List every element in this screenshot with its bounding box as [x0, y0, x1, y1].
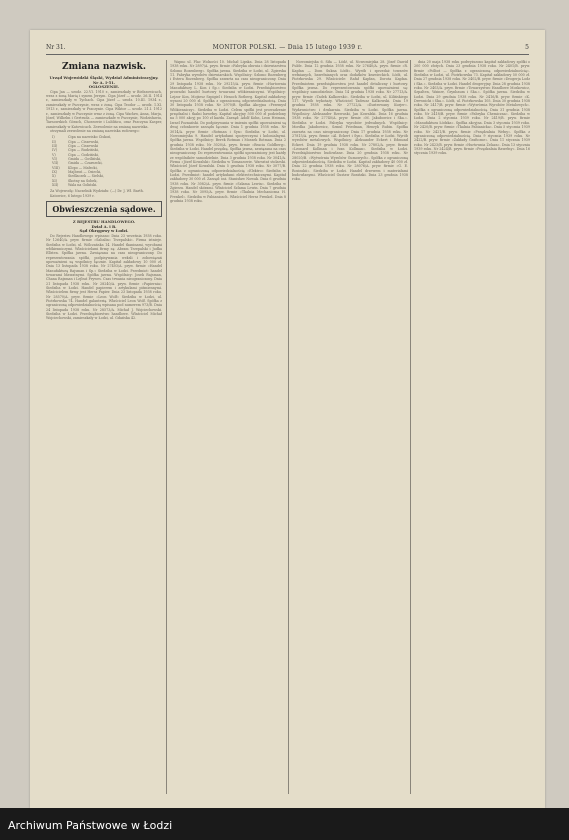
court-notices-box: [46, 201, 162, 217]
column-3: [292, 60, 408, 796]
list-item: Wala na Goliński.: [68, 183, 98, 187]
column-4: [414, 60, 530, 796]
column-divider: [166, 60, 167, 794]
name-change-list: [52, 135, 162, 187]
column-divider: [410, 60, 411, 794]
column-2: [170, 60, 286, 796]
office-name: Urząd Wojewódzki Śląski, Wydział Administracyjny.: [49, 75, 159, 80]
list-item-number: I): [52, 135, 55, 140]
list-item: Gmida — Gośliński,: [68, 156, 102, 161]
court-notices-title: Obwieszczenia sądowe.: [52, 204, 156, 215]
list-item: Skotny na Sobek,: [68, 178, 98, 183]
list-item: Klopo — Małecki,: [68, 165, 98, 170]
list-item: Cipa — Ciszewski: [68, 143, 98, 148]
list-item: Cipa — Godziński,: [68, 152, 99, 157]
list-item-number: VIII): [52, 165, 60, 170]
notice-text-2: otrzymali zezwolenie na zmianę nazwiska rodowego:: [50, 128, 140, 133]
signature: Za Wojewodę: Naczelnik Wydziału: (—) Dr. J. Wł. Barth.: [50, 189, 144, 194]
list-item-number: V): [52, 152, 56, 157]
section-title: Zmiana nazwisk.: [62, 62, 146, 72]
issue-number: Nr 31.: [46, 43, 66, 51]
header-title: MONITOR POLSKI. — Dnia 15 lutego 1939 r.: [212, 43, 363, 51]
registry-entries: Nowomiejska 6. Siła — Łódź, ul. Nowomiejska 28. Józef Dawid Fulde. Dnia 12 grudnia 1938 roku. Nr 27640/A. pryw. firmie »R. Kapłan — Dom Sukna Łódź«. Wyrób i sprzedaż towarów wełnianych, bawełnianych oraz dodatków krawieckich. Łódź, ul. Piotrkowska 29. Właściciele: Rafał Kapłan, Dorota Kapłan. Przedmiotem przedsiębiorstwa jest handel detaliczny i hurtowy. Spółka jawna. Do reprezentowania spółki upoważnieni są: wspólnicy samodzielnie. Dnia 14 grudnia 1938 roku. Nr 27713/A. pryw. firmie »Tadek Kalkowski«. Siedziba w Łodzi, ul. Kilińskiego 117. Wyrób trykotaży. Właściciel Tadeusz Kalkowski. Dnia 19 grudnia 1938 roku. Nr 27722/A. »Ilustrowany Kurjer«. Wydawnictwo i drukarnia. Siedziba w Łodzi. Spółka jawna. Wspólnicy: Aleksander Rzewuski, Jan Kowalski. Dnia 16 grudnia 1938 roku. Nr 27740/A. pryw. firmie »M. Jakubowicz i Ska.«. Siedziba w Łodzi. Fabryka wyrobów jedwabnych. Wspólnicy: Mordka Jakubowicz, Szmul Friedman, Henryk Rubin. Spółka zawarta na czas nieograniczony. Dnia 17 grudnia 1938 roku. Nr 27815/A. pryw. firmie »Al. Eckert i Syn«. Siedziba w Łodzi. Wyrób wyrobów metalowych. Wspólnicy: Aleksander Eckert i Edmund Eckert. Dnia 19 grudnia 1938 roku. Nr 27802/A. pryw. firmie »Leonard Kollman i Ivan Kollman«. Siedziba w Łodzi. Przedsiębiorstwo budowlane. Dnia 20 grudnia 1938 roku. Nr 28020/B. »Wytwórnia Wyrobów Gumowych«. Spółka z ograniczoną odpowiedzialnością. Siedziba w Łodzi. Kapitał zakładowy 40 000 zł. Dnia 22 grudnia 1938 roku. Nr 28076/A. pryw. firmie »G. E. Rosinskii«. Siedziba w Łodzi. Handel drzewem i materiałami budowlanymi. Właściciel Gustaw Rosiński. Dnia 23 grudnia 1938 roku.: [292, 60, 408, 182]
list-item-number: XII): [52, 183, 59, 187]
list-item-number: X): [52, 174, 56, 179]
court-name: Sąd Okręgowy w Łodzi.: [79, 228, 129, 234]
office-ref: Nr A. I-51.: [92, 79, 116, 85]
list-item-number: IX): [52, 169, 58, 174]
signature-date: Katowice, 6 lutego 1939 r.: [50, 193, 95, 198]
notice-text: Cipa Jan — urodz. 22.VI. 1910 r., zamieszkały w Bielszowicach, wraz z żoną Marią i synem Jerzym. Cipa Józef — urodz. 26.II. 1914 r., zamieszkały w Tychach. Cipa Józef — urodz. 10.III. 1934 r., zamieszkały w Pszczynie, wraz z żoną. Cipa Teodor — urodz. 1.XI. 1913 r., zamieszkały w Pszczynie. Cipa Wiktor — urodz. 21.I. 1912 r., zamieszkały w Pszczynie wraz z żoną. Cipa Wacław, Anna, Marja, Józef, Wilhelm i Gertruda — zamieszkałe w Pszczynie, Wodzisławiu, Tarnowskich Górach, Chorzowie i Lublińcu, oraz Pszczyna Kasper, zamieszkały w Katowicach. Zezwolenie na zmianę nazwiska.: [46, 89, 162, 129]
registry-heading: Z REJESTRU HANDLOWEGO.: [72, 219, 136, 225]
list-item: Majbroń — Osiecki,: [68, 169, 102, 174]
newspaper-page: [30, 30, 545, 808]
registry-entries: dnia 20 maja 1938 roku podwyższono kapitał zakładowy spółki o 200 000 złotych. Dnia 23 grudnia 1938 roku. Nr 2401/B. pryw. firmie »Polbot — Spółka z ograniczoną odpowiedzialnością«. Siedziba w Łodzi, ul. Piotrkowska 73. Kapitał zakładowy 50 000 zł. Dnia 27 grudnia 1938 roku. Nr 2402/B. pryw. firmie »Drogerja Lodz i Ska.«. Siedziba w Łodzi. Handel drogeryjny. Dnia 28 grudnia 1938 roku. Nr 2403/A. pryw. firmie »Towarzystwo Handlowe Moskowicz, Szpalten, Wainer, Grynbaum i Ska.«. Spółka jawna. Siedziba w Łodzi. Dnia 29 grudnia 1938 roku. Nr 2416/B. pryw. firmie »K. Drewnicki i Ska.«. Łódź, ul. Piotrkowska 105. Dnia 30 grudnia 1938 roku. Nr 2417/B. pryw. firmie »Wytwórnia Wyrobów Metalowych«. Spółka z ograniczoną odpowiedzialnością. Dnia 31 grudnia 1938 roku. Nr 2418/B. pryw. firmie »Fabryka Chemiczna«. Siedziba w Łodzi. Dnia 2 stycznia 1939 roku. Nr 2419/B. pryw. firmie »Manufaktura Łódzka«. Spółka akcyjna. Dnia 3 stycznia 1939 roku. Nr 2420/B. pryw. firmie »Tkalnia Pabianicka«. Dnia 5 stycznia 1939 roku. Nr 2421/B. pryw. firmie »Przędzalnia Wełny«. Spółka z ograniczoną odpowiedzialnością. Dnia 9 stycznia 1939 roku. Nr 2422/B. pryw. firmie »Zakłady Graficzne«. Dnia 11 stycznia 1939 roku. Nr 2423/B. pryw. firmie »Hurtownia Żelaza«. Dnia 13 stycznia 1939 roku. Nr 2424/B. pryw. firmie »Przędzalnia Bawełny«. Dnia 16 stycznia 1939 roku.: [414, 60, 530, 156]
archive-name: Archiwum Państwowe w Łodzi: [8, 819, 173, 832]
page-header: [46, 40, 529, 55]
registry-entries: Wapno ul. Plac Wolności 10. Michał Lipska. Dnia 28 listopada 1938 roku. Nr 2897/A. pryw. firmie »Fabryka obuwia i dziewiarstwa Szlomo Rozenberg«. Spółka jawna. Siedziba w Łodzi, ul. Zgierska 11. Fabryka wyrobów dziewiarskich. Wspólnicy: Szlomo Rozenberg i Estera Rozenberg. Spółka zawarta na czas nieograniczony. Dnia 29 listopada 1938 roku. Nr 29215/A. pryw. firmie »Hurtownia Manufaktury L. Kon i Sp.« Siedziba w Łodzi. Przedsiębiorstwo prowadzi handel hurtowy towarami włókienniczymi. Wspólnicy: Lejzor Kon, Mojżesz Szpigiel i Henoch Rotberg. Kapitał zakładowy wynosi 20 000 zł. Spółka z ograniczoną odpowiedzialnością. Dnia 30 listopada 1938 roku. Nr 2970/B. Spółka Akcyjna »Przemysł Włókienniczy«. Siedziba w Łodzi. Celem spółki jest prowadzenie przędzalni i tkalni bawełny. Kapitał akcyjny 500 000 zł podzielony na 5 000 akcyj po 100 zł każda. Zarząd: Adolf Kohn, Leon Heiman, Izrael Poznański. Do podpisywania w imieniu spółki upoważnieni są dwaj członkowie zarządu łącznie. Dnia 1 grudnia 1938 roku. Nr 3014/A. pryw. firmie »Rotman i Syn« Siedziba w Łodzi, ul. Nowomiejska 9. Handel artykułami spożywczymi i kolonialnymi. Spółka jawna. Wspólnicy: Berek Rotman i Moszek Rotman. Dnia 2 grudnia 1938 roku. Nr 3020/A. pryw. firmie »Bracia Goldberg«. Siedziba w Łodzi. Handel przędzą. Spółka jawna, zawiązana na czas nieograniczony. Do reprezentowania spółki upoważniony jest każdy ze wspólników samodzielnie. Dnia 3 grudnia 1938 roku. Nr 3041/A. Firma »Józef Kowalski« Siedziba w Tomaszowie. Warsztat stolarski. Właściciel Józef Kowalski. Dnia 5 grudnia 1938 roku. Nr 3077/B. Spółka z ograniczoną odpowiedzialnością »Elektro« Siedziba w Łodzi. Przedmiot: handel artykułami elektrotechnicznymi. Kapitał zakładowy 30 000 zł. Zarząd: inż. Stanisław Nowak. Dnia 6 grudnia 1938 roku. Nr 3082/A. pryw. firmie »Szlama Lewin«. Siedziba w Zgierzu. Handel skórami. Właściciel Szlama Lewin. Dnia 7 grudnia 1938 roku. Nr 3095/A. pryw. firmie »Tkalnia Mechaniczna H. Frenkel«. Siedziba w Pabianicach. Właściciel Hersz Frenkel. Dnia 8 grudnia 1938 roku.: [170, 60, 286, 203]
list-item-number: XI): [52, 178, 58, 183]
list-item-number: VI): [52, 156, 58, 161]
list-item-number: II): [52, 139, 56, 144]
registry-entries: Do Rejestru Handlowego wpisano: Dnia 23 września 1938 roku. Nr 12640/A. pryw. firmie »Sabalin« Trzepalski«. Firma istnieje. Siedziba w Łodzi, ul. Wólczańska 14. Handel tkaninami, wyrobami włókienniczymi. Właścicielami firmy są: Abram Trzepalski i Judka Ellsten. Spółka jawna. Zawiązana na czas nieograniczony. Do reprezentowania spółki, podpisywania weksli i zobowiązań upoważnieni są wspólnicy łącznie. Kapitał zakładowy 10 000 zł. Dnia 13 listopada 1938 roku. Nr 27403/A. pryw. firmie »Handel Manufakturą Rajsman i Sp.« Siedziba w Łodzi. Przedmiot: handel towarami bławatnymi. Spółka jawna. Wspólnicy: Josek Rajsman, Chana Rajsman i Lejbuś Prywes. Czas trwania nieograniczony. Dnia 21 listopada 1938 roku. Nr 28240/A. pryw. firmie »Papiernia« Siedziba w Łodzi. Handel papierem i artykułami piśmiennymi. Właścicielem firmy jest Hersz Papier. Dnia 23 listopada 1938 roku. Nr 28570/A. pryw. firmie »Leon Wolf« Siedziba w Łodzi, ul. Piotrkowska 74. Handel galanterią. Właściciel Leon Wolf. Spółka z ograniczoną odpowiedzialnością wpisana pod numerem 973/B. Dnia 24 listopada 1938 roku. Nr 28573/A. Michał J. Wojciechowski. Siedziba w Łodzi. Przedsiębiorstwo handlowe. Właściciel Michał Wojciechowski, zamieszkały w Łodzi, ul. Gdańska 42.: [46, 233, 162, 321]
list-item-number: IV): [52, 148, 58, 153]
list-item-number: VII): [52, 161, 59, 166]
notice-heading: OGŁOSZENIE.: [88, 84, 120, 90]
list-item: Siedlaczek — Sielski,: [68, 174, 104, 179]
column-1: [46, 60, 162, 796]
list-item: Cipa — Rudziński,: [68, 148, 99, 153]
page-number: 5: [525, 43, 529, 51]
column-divider: [288, 60, 289, 794]
list-item-number: III): [52, 143, 58, 148]
registry-subheading: Dział A. i B.: [91, 223, 117, 229]
list-item: Cipa — Ciszewski,: [68, 139, 100, 144]
list-item: Cipa na nazwisko Ciskoń,: [68, 135, 112, 140]
list-item: Gmida — Czarnecki,: [68, 161, 103, 166]
archive-footer: [0, 808, 569, 840]
